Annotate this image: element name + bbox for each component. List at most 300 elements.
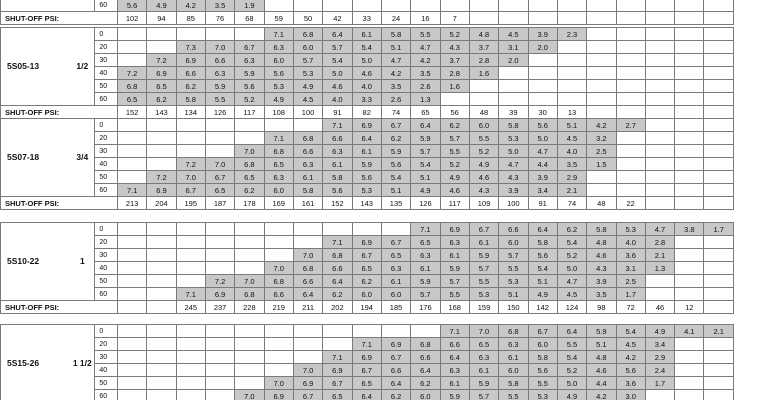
flow-value-cell (704, 262, 734, 275)
flow-value-cell (587, 41, 616, 54)
flow-value-cell: 5.6 (528, 249, 557, 262)
flow-value-cell (293, 338, 322, 351)
flow-value-cell: 5.6 (352, 171, 381, 184)
flow-value-cell (616, 80, 645, 93)
table-row (1, 390, 734, 400)
flow-value-cell (176, 364, 205, 377)
shutoff-value: 13 (557, 106, 586, 119)
shutoff-value (557, 12, 586, 25)
flow-value-cell: 5.5 (469, 132, 498, 145)
flow-value-cell: 5.2 (440, 158, 469, 171)
flow-value-cell: 5.1 (557, 119, 586, 132)
flow-value-cell: 4.6 (587, 364, 616, 377)
flow-value-cell: 4.8 (587, 351, 616, 364)
flow-value-cell (205, 390, 234, 400)
flow-value-cell (352, 0, 381, 12)
flow-value-cell (675, 338, 704, 351)
flow-value-cell: 6.7 (323, 377, 352, 390)
flow-value-cell (704, 364, 734, 377)
shutoff-value (704, 12, 734, 25)
pressure-label: 0 (95, 119, 118, 132)
flow-value-cell: 6.2 (557, 223, 586, 236)
shutoff-label: SHUT-OFF PSI: (1, 106, 118, 119)
flow-value-cell (205, 338, 234, 351)
flow-value-cell: 4.7 (557, 275, 586, 288)
flow-value-cell: 7.1 (440, 325, 469, 338)
flow-value-cell (675, 262, 704, 275)
flow-value-cell: 6.7 (381, 119, 410, 132)
flow-value-cell: 6.1 (352, 145, 381, 158)
flow-value-cell: 5.5 (440, 288, 469, 301)
flow-value-cell (616, 0, 645, 12)
flow-value-cell: 6.2 (176, 80, 205, 93)
flow-value-cell (557, 93, 586, 106)
shutoff-value: 24 (381, 12, 410, 25)
flow-value-cell: 5.4 (557, 236, 586, 249)
flow-value-cell: 5.3 (293, 67, 322, 80)
flow-value-cell: 5.0 (352, 54, 381, 67)
flow-value-cell (469, 80, 498, 93)
shutoff-value: 68 (235, 12, 264, 25)
flow-value-cell (587, 28, 616, 41)
flow-value-cell (293, 325, 322, 338)
flow-value-cell: 6.6 (293, 145, 322, 158)
shutoff-value (645, 12, 674, 25)
flow-value-cell (645, 80, 674, 93)
table-row (1, 93, 734, 106)
flow-value-cell: 7.0 (205, 158, 234, 171)
flow-value-cell: 3.5 (411, 67, 440, 80)
flow-value-cell: 6.3 (264, 171, 293, 184)
pressure-label: 20 (95, 132, 118, 145)
flow-value-cell: 2.9 (557, 171, 586, 184)
model-name: 5S05-13 (1, 28, 71, 106)
flow-value-cell (235, 351, 264, 364)
flow-value-cell (147, 364, 176, 377)
shutoff-value: 65 (411, 106, 440, 119)
flow-value-cell: 2.1 (557, 184, 586, 197)
model-block (0, 324, 734, 400)
flow-value-cell: 5.5 (440, 145, 469, 158)
flow-value-cell: 5.2 (557, 364, 586, 377)
table-row (1, 351, 734, 364)
flow-value-cell (117, 28, 146, 41)
flow-value-cell: 6.6 (440, 338, 469, 351)
flow-value-cell: 6.4 (411, 364, 440, 377)
shutoff-value: 202 (323, 301, 352, 314)
shutoff-value: 187 (205, 197, 234, 210)
flow-value-cell (147, 288, 176, 301)
flow-value-cell (205, 377, 234, 390)
flow-value-cell: 6.9 (440, 223, 469, 236)
shutoff-value: 100 (499, 197, 528, 210)
table-row (1, 67, 734, 80)
shutoff-value: 94 (147, 12, 176, 25)
flow-value-cell (117, 364, 146, 377)
shutoff-value (675, 12, 704, 25)
flow-value-cell (557, 41, 586, 54)
flow-value-cell (117, 132, 146, 145)
flow-value-cell (587, 54, 616, 67)
flow-value-cell: 5.2 (469, 145, 498, 158)
flow-value-cell (264, 236, 293, 249)
flow-value-cell: 5.2 (235, 93, 264, 106)
flow-value-cell: 6.6 (323, 132, 352, 145)
flow-value-cell (440, 93, 469, 106)
flow-value-cell (616, 184, 645, 197)
flow-value-cell (675, 132, 704, 145)
flow-value-cell (528, 67, 557, 80)
flow-value-cell: 3.2 (587, 132, 616, 145)
shutoff-value: 142 (528, 301, 557, 314)
flow-value-cell: 7.0 (176, 171, 205, 184)
flow-value-cell: 6.0 (352, 288, 381, 301)
model-name: 5S10-22 (1, 223, 71, 301)
flow-value-cell: 6.3 (205, 67, 234, 80)
flow-value-cell: 7.1 (117, 184, 146, 197)
flow-value-cell (176, 262, 205, 275)
flow-value-cell: 5.7 (293, 54, 322, 67)
shutoff-value: 195 (176, 197, 205, 210)
pressure-label: 40 (95, 262, 118, 275)
table-row (1, 236, 734, 249)
flow-value-cell: 6.0 (469, 119, 498, 132)
shutoff-value (117, 301, 146, 314)
flow-value-cell: 6.7 (381, 236, 410, 249)
flow-value-cell: 7.2 (205, 275, 234, 288)
flow-value-cell: 4.6 (469, 171, 498, 184)
flow-value-cell: 4.3 (440, 41, 469, 54)
flow-value-cell (499, 67, 528, 80)
flow-value-cell (117, 249, 146, 262)
flow-value-cell (235, 249, 264, 262)
flow-value-cell (587, 80, 616, 93)
flow-value-cell (587, 67, 616, 80)
flow-value-cell: 7.1 (323, 119, 352, 132)
flow-value-cell: 5.1 (528, 275, 557, 288)
shutoff-value: 152 (117, 106, 146, 119)
flow-value-cell: 4.9 (645, 325, 674, 338)
flow-value-cell (176, 119, 205, 132)
flow-value-cell: 6.2 (381, 390, 410, 400)
shutoff-value: 152 (323, 197, 352, 210)
shutoff-value: 91 (528, 197, 557, 210)
flow-value-cell: 6.9 (352, 119, 381, 132)
flow-value-cell: 6.4 (528, 223, 557, 236)
flow-value-cell: 5.7 (469, 262, 498, 275)
shutoff-value: 85 (176, 12, 205, 25)
flow-value-cell: 2.1 (645, 249, 674, 262)
shutoff-value: 228 (235, 301, 264, 314)
flow-value-cell (704, 390, 734, 400)
flow-value-cell (616, 41, 645, 54)
flow-value-cell: 6.3 (411, 249, 440, 262)
flow-value-cell (645, 41, 674, 54)
model-name: 5S07-18 (1, 119, 71, 197)
flow-value-cell: 7.0 (235, 145, 264, 158)
flow-value-cell: 4.3 (469, 184, 498, 197)
flow-value-cell: 5.6 (528, 119, 557, 132)
flow-value-cell (117, 236, 146, 249)
flow-value-cell: 6.4 (323, 28, 352, 41)
pipe-size (70, 0, 95, 12)
flow-value-cell (323, 338, 352, 351)
flow-value-cell: 4.7 (499, 158, 528, 171)
flow-value-cell (645, 171, 674, 184)
flow-value-cell (205, 351, 234, 364)
flow-value-cell (264, 119, 293, 132)
flow-value-cell: 4.5 (616, 338, 645, 351)
flow-value-cell (675, 249, 704, 262)
flow-value-cell (147, 262, 176, 275)
flow-value-cell: 6.0 (264, 54, 293, 67)
flow-value-cell (704, 28, 734, 41)
flow-value-cell: 5.9 (352, 158, 381, 171)
table-row (1, 364, 734, 377)
flow-value-cell: 6.4 (323, 275, 352, 288)
flow-value-cell: 4.2 (176, 0, 205, 12)
flow-value-cell (645, 132, 674, 145)
flow-value-cell: 6.3 (440, 236, 469, 249)
shutoff-value (645, 197, 674, 210)
flow-value-cell: 5.9 (440, 390, 469, 400)
flow-value-cell (117, 338, 146, 351)
flow-value-cell: 1.6 (469, 67, 498, 80)
flow-value-cell: 6.3 (323, 145, 352, 158)
shutoff-value: 33 (352, 12, 381, 25)
flow-value-cell (264, 223, 293, 236)
flow-value-cell: 5.5 (499, 262, 528, 275)
flow-value-cell: 2.7 (616, 119, 645, 132)
flow-value-cell (675, 54, 704, 67)
flow-value-cell: 6.7 (352, 249, 381, 262)
flow-value-cell: 3.1 (499, 41, 528, 54)
flow-value-cell: 6.9 (323, 364, 352, 377)
flow-value-cell: 6.1 (499, 351, 528, 364)
flow-value-cell: 5.7 (411, 288, 440, 301)
shutoff-value (675, 106, 704, 119)
shutoff-value: 59 (264, 12, 293, 25)
shutoff-value: 211 (293, 301, 322, 314)
flow-value-cell (176, 223, 205, 236)
pressure-label: 40 (95, 364, 118, 377)
flow-value-cell: 4.2 (587, 390, 616, 400)
flow-value-cell (704, 67, 734, 80)
flow-value-cell: 4.6 (587, 249, 616, 262)
flow-value-cell (675, 0, 704, 12)
shutoff-value: 143 (147, 106, 176, 119)
flow-value-cell (528, 80, 557, 93)
flow-value-cell: 5.7 (323, 41, 352, 54)
flow-value-cell: 5.9 (587, 325, 616, 338)
flow-value-cell (616, 54, 645, 67)
flow-value-cell: 5.6 (381, 158, 410, 171)
flow-value-cell (235, 364, 264, 377)
flow-value-cell: 4.6 (352, 67, 381, 80)
flow-value-cell: 4.2 (411, 54, 440, 67)
flow-value-cell (704, 275, 734, 288)
shutoff-value: 169 (264, 197, 293, 210)
flow-value-cell: 4.1 (675, 325, 704, 338)
flow-value-cell (176, 145, 205, 158)
shutoff-value: 213 (117, 197, 146, 210)
table-row (1, 288, 734, 301)
flow-value-cell: 6.8 (235, 158, 264, 171)
shutoff-value: 135 (381, 197, 410, 210)
flow-value-cell (675, 275, 704, 288)
flow-value-cell: 2.4 (645, 364, 674, 377)
flow-value-cell: 5.9 (440, 262, 469, 275)
flow-value-cell: 5.6 (235, 80, 264, 93)
flow-value-cell: 6.1 (469, 236, 498, 249)
table-row (1, 325, 734, 338)
flow-value-cell: 6.3 (235, 54, 264, 67)
flow-value-cell (704, 184, 734, 197)
flow-value-cell (293, 351, 322, 364)
flow-value-cell (645, 54, 674, 67)
flow-value-cell: 6.6 (205, 54, 234, 67)
flow-value-cell: 4.9 (469, 158, 498, 171)
flow-value-cell: 7.0 (293, 364, 322, 377)
flow-value-cell (117, 171, 146, 184)
shutoff-row (1, 12, 734, 25)
flow-value-cell (704, 377, 734, 390)
flow-value-cell (645, 158, 674, 171)
pressure-label: 20 (95, 41, 118, 54)
flow-value-cell: 6.8 (499, 325, 528, 338)
flow-value-cell (675, 236, 704, 249)
flow-value-cell (264, 364, 293, 377)
flow-value-cell: 6.6 (176, 67, 205, 80)
flow-value-cell: 5.9 (411, 275, 440, 288)
flow-value-cell: 2.5 (616, 275, 645, 288)
flow-value-cell (147, 390, 176, 400)
flow-value-cell (557, 67, 586, 80)
pressure-label: 60 (95, 288, 118, 301)
shutoff-value (704, 106, 734, 119)
model-block (0, 118, 734, 210)
flow-value-cell: 4.0 (352, 80, 381, 93)
shutoff-value: 22 (616, 197, 645, 210)
flow-value-cell: 5.2 (557, 249, 586, 262)
flow-value-cell: 7.2 (176, 158, 205, 171)
flow-value-cell: 6.4 (557, 325, 586, 338)
flow-value-cell (264, 0, 293, 12)
table-row (1, 119, 734, 132)
flow-value-cell: 6.8 (323, 249, 352, 262)
flow-value-cell: 6.5 (411, 236, 440, 249)
flow-value-cell (264, 351, 293, 364)
pressure-label: 50 (95, 80, 118, 93)
flow-value-cell: 6.8 (293, 132, 322, 145)
pressure-label: 20 (95, 236, 118, 249)
flow-value-cell (147, 223, 176, 236)
flow-value-cell: 5.9 (469, 249, 498, 262)
flow-value-cell (117, 262, 146, 275)
flow-value-cell (675, 288, 704, 301)
flow-value-cell (176, 236, 205, 249)
flow-value-cell (235, 377, 264, 390)
pressure-label: 30 (95, 351, 118, 364)
shutoff-value: 219 (264, 301, 293, 314)
flow-value-cell (205, 249, 234, 262)
flow-value-cell: 6.0 (293, 41, 322, 54)
pressure-label: 50 (95, 275, 118, 288)
flow-value-cell: 1.7 (616, 288, 645, 301)
shutoff-value: 194 (352, 301, 381, 314)
shutoff-value (587, 12, 616, 25)
flow-value-cell: 1.6 (440, 80, 469, 93)
shutoff-value: 100 (293, 106, 322, 119)
model-block (0, 27, 734, 119)
shutoff-value (528, 12, 557, 25)
flow-value-cell: 4.2 (381, 67, 410, 80)
flow-value-cell (704, 338, 734, 351)
flow-value-cell (704, 171, 734, 184)
flow-value-cell (176, 390, 205, 400)
shutoff-value: 39 (499, 106, 528, 119)
flow-value-cell: 3.3 (352, 93, 381, 106)
flow-value-cell: 7.1 (411, 223, 440, 236)
flow-value-cell: 6.9 (147, 67, 176, 80)
flow-value-cell: 5.4 (352, 41, 381, 54)
flow-value-cell: 6.0 (528, 338, 557, 351)
flow-value-cell (147, 338, 176, 351)
flow-value-cell (645, 145, 674, 158)
flow-value-cell: 2.0 (528, 41, 557, 54)
flow-value-cell: 2.9 (645, 351, 674, 364)
flow-value-cell (176, 28, 205, 41)
shutoff-value: 126 (411, 197, 440, 210)
flow-value-cell (117, 158, 146, 171)
flow-value-cell: 5.9 (235, 67, 264, 80)
table-row (1, 80, 734, 93)
flow-value-cell: 6.2 (411, 377, 440, 390)
flow-value-cell (352, 325, 381, 338)
flow-value-cell: 6.5 (147, 80, 176, 93)
flow-value-cell: 7.1 (352, 338, 381, 351)
flow-value-cell (587, 171, 616, 184)
flow-value-cell: 6.4 (352, 390, 381, 400)
flow-value-cell: 6.4 (381, 377, 410, 390)
flow-value-cell (235, 28, 264, 41)
flow-value-cell: 3.9 (499, 184, 528, 197)
flow-value-cell: 5.7 (440, 132, 469, 145)
flow-value-cell: 7.3 (176, 41, 205, 54)
flow-value-cell: 6.8 (117, 80, 146, 93)
pressure-label: 60 (95, 390, 118, 400)
shutoff-value (704, 301, 734, 314)
flow-value-cell: 5.5 (499, 390, 528, 400)
flow-value-cell: 1.5 (587, 158, 616, 171)
shutoff-value: 134 (176, 106, 205, 119)
flow-value-cell: 6.1 (469, 364, 498, 377)
flow-value-cell: 4.2 (587, 119, 616, 132)
flow-value-cell (205, 364, 234, 377)
flow-value-cell: 6.3 (381, 262, 410, 275)
flow-value-cell: 5.6 (264, 67, 293, 80)
table-row (1, 275, 734, 288)
flow-value-cell (704, 41, 734, 54)
flow-value-cell: 6.3 (293, 158, 322, 171)
flow-value-cell: 6.2 (381, 132, 410, 145)
shutoff-value: 82 (352, 106, 381, 119)
flow-value-cell (205, 223, 234, 236)
shutoff-value: 150 (499, 301, 528, 314)
flow-value-cell (205, 262, 234, 275)
table-row (1, 338, 734, 351)
flow-value-cell: 2.1 (704, 325, 734, 338)
